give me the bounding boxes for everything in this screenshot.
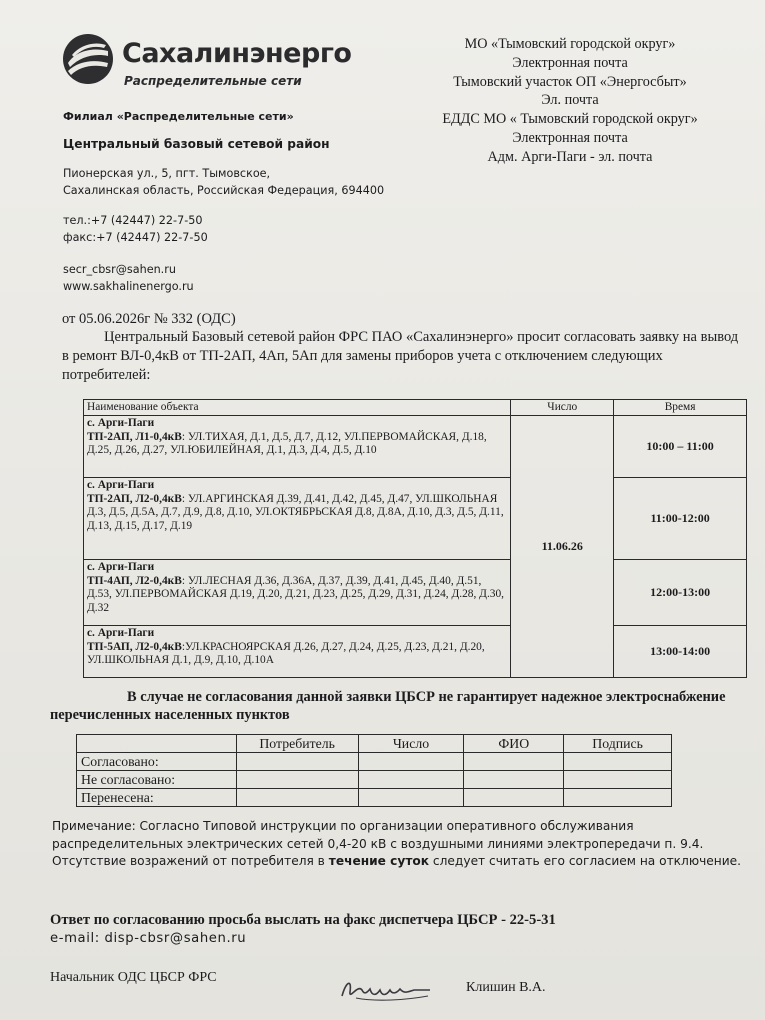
approval-header bbox=[77, 735, 672, 753]
header-date: Число bbox=[511, 400, 614, 416]
date-cell: 11.06.26 bbox=[511, 416, 614, 678]
sender-email: secr_cbsr@sahen.ru bbox=[63, 263, 176, 276]
approval-cell bbox=[236, 789, 358, 807]
approval-row-label: Согласовано: bbox=[77, 753, 237, 771]
recipient-line: Электронная почта bbox=[512, 129, 628, 146]
approval-row bbox=[77, 789, 672, 807]
sender-fax: факс:+7 (42447) 22-7-50 bbox=[63, 231, 208, 244]
approval-cell bbox=[358, 753, 464, 771]
approval-header-signature: Подпись bbox=[564, 735, 672, 753]
object-place: с. Арги-Паги bbox=[87, 479, 155, 491]
approval-cell bbox=[464, 789, 564, 807]
approval-cell bbox=[358, 771, 464, 789]
header-time: Время bbox=[614, 400, 747, 416]
object-cell bbox=[84, 626, 511, 678]
recipient-line: ЕДДС МО « Тымовский городской округ» bbox=[442, 111, 698, 128]
request-body bbox=[62, 328, 742, 384]
sender-address-line2: Сахалинская область, Российская Федерация, 694400 bbox=[63, 184, 385, 197]
approval-header-consumer: Потребитель bbox=[236, 735, 358, 753]
approval-table bbox=[76, 734, 672, 807]
object-place: с. Арги-Паги bbox=[87, 627, 155, 639]
time-cell: 10:00 – 11:00 bbox=[614, 416, 747, 478]
signer-position: Начальник ОДС ЦБСР ФРС bbox=[50, 970, 217, 985]
object-addresses: : УЛ.ТИХАЯ, Д.1, Д.5, Д.7, Д.12, УЛ.ПЕРВОМАЙСКАЯ, Д.18, Д.25, Д.26, Д.27, УЛ.ЮБИЛЕЙНАЯ, Д.1, Д.3, Д.4, Д.5, Д.10 bbox=[87, 430, 487, 457]
note-bold: течение суток bbox=[328, 854, 430, 869]
sender-district: Центральный базовый сетевой район bbox=[63, 137, 330, 151]
handwritten-signature bbox=[336, 972, 436, 1008]
sender-tel: тел.:+7 (42447) 22-7-50 bbox=[63, 214, 203, 227]
table-row bbox=[84, 626, 747, 678]
approval-row bbox=[77, 753, 672, 771]
outage-table-header bbox=[84, 400, 747, 416]
recipient-line: Адм. Арги-Паги - эл. почта bbox=[487, 148, 653, 165]
time-cell: 11:00-12:00 bbox=[614, 478, 747, 560]
company-logo-subtitle: Распределительные сети bbox=[124, 74, 302, 88]
recipient-line: Тымовский участок ОП «Энергосбыт» bbox=[453, 73, 687, 90]
approval-row bbox=[77, 771, 672, 789]
object-cell bbox=[84, 560, 511, 626]
company-logo-name: Сахалинэнерго bbox=[122, 38, 352, 69]
object-cell bbox=[84, 478, 511, 560]
sender-branch: Филиал «Распределительные сети» bbox=[63, 110, 294, 123]
signer-name: Клишин В.А. bbox=[466, 980, 546, 995]
approval-header-name: ФИО bbox=[464, 735, 564, 753]
object-line: ТП-2АП, Л1-0,4кВ bbox=[87, 430, 182, 443]
object-addresses: : УЛ.АРГИНСКАЯ Д.39, Д.41, Д.42, Д.45, Д.47, УЛ.ШКОЛЬНАЯ Д.3, Д.5, Д.5А, Д.7, Д.9, Д.8, Д.10, УЛ.ОКТЯБРЬСКАЯ Д.8, Д.8А, Д.10, Д.3, Д.5, Д.11, Д.13, Д.15, Д.17, Д.19 bbox=[87, 492, 504, 532]
approval-header-cell bbox=[77, 735, 237, 753]
answer-request: Ответ по согласованию просьба выслать на факс диспетчера ЦБСР - 22-5-31 bbox=[50, 912, 556, 928]
object-line: ТП-2АП, Л2-0,4кВ bbox=[87, 492, 182, 505]
approval-cell bbox=[464, 753, 564, 771]
object-place: с. Арги-Паги bbox=[87, 417, 155, 429]
object-addresses: : УЛ.ЛЕСНАЯ Д.36, Д.36А, Д.37, Д.39, Д.41, Д.45, Д.40, Д.51, Д.53, УЛ.ПЕРВОМАЙСКАЯ Д.19, Д.20, Д.21, Д.23, Д.25, Д.29, Д.31, Д.24, Д.28, Д.30, Д.32 bbox=[87, 574, 505, 614]
object-line: ТП-5АП, Л2-0,4кВ bbox=[87, 640, 182, 653]
time-cell: 12:00-13:00 bbox=[614, 560, 747, 626]
reply-email: e-mail: disp-cbsr@sahen.ru bbox=[50, 931, 247, 946]
table-row bbox=[84, 416, 747, 478]
approval-row-label: Перенесена: bbox=[77, 789, 237, 807]
request-body-text: Центральный Базовый сетевой район ФРС ПАО «Сахалинэнерго» просит согласовать заявку на вывод в ремонт ВЛ-0,4кВ от ТП-2АП, 4Ап, 5Ап для замены приборов учета с отключением следующих потребителей: bbox=[62, 329, 739, 383]
sakhalinenergo-logo-icon bbox=[62, 33, 114, 85]
recipients-block bbox=[400, 35, 740, 167]
warning-text: В случае не согласования данной заявки ЦБСР не гарантирует надежное электроснабжение перечисленных населенных пунктов bbox=[50, 689, 726, 723]
object-line: ТП-4АП, Л2-0,4кВ bbox=[87, 574, 182, 587]
note-text: Примечание: Согласно Типовой инструкции по организации оперативного обслуживания распределительных электрических сетей 0,4-20 кВ с воздушными линиями электропередачи п. 9.4. Отсутствие возражений от потребителя в течение суток следует считать его согласием на отключение. bbox=[52, 819, 742, 869]
time-cell: 13:00-14:00 bbox=[614, 626, 747, 678]
approval-cell bbox=[236, 771, 358, 789]
document-number: от 05.06.2026г № 332 (ОДС) bbox=[62, 311, 236, 327]
outage-table bbox=[83, 399, 747, 678]
approval-cell bbox=[236, 753, 358, 771]
approval-cell bbox=[464, 771, 564, 789]
approval-header-date: Число bbox=[358, 735, 464, 753]
recipient-line: Эл. почта bbox=[541, 92, 599, 109]
sender-website: www.sakhalinenergo.ru bbox=[63, 280, 194, 293]
recipient-line: МО «Тымовский городской округ» bbox=[464, 36, 676, 52]
approval-cell bbox=[358, 789, 464, 807]
sender-address-line1: Пионерская ул., 5, пгт. Тымовское, bbox=[63, 167, 271, 180]
approval-row-label: Не согласовано: bbox=[77, 771, 237, 789]
table-row bbox=[84, 478, 747, 560]
object-addresses: :УЛ.КРАСНОЯРСКАЯ Д.26, Д.27, Д.24, Д.25, Д.23, Д.21, Д.20, УЛ.ШКОЛЬНАЯ Д.1, Д.9, Д.10, Д.10А bbox=[87, 640, 485, 667]
recipient-line: Электронная почта bbox=[512, 54, 628, 71]
approval-cell bbox=[564, 753, 672, 771]
object-cell bbox=[84, 416, 511, 478]
header-object: Наименование объекта bbox=[84, 400, 511, 416]
approval-cell bbox=[564, 789, 672, 807]
table-row bbox=[84, 560, 747, 626]
approval-cell bbox=[564, 771, 672, 789]
object-place: с. Арги-Паги bbox=[87, 561, 155, 573]
